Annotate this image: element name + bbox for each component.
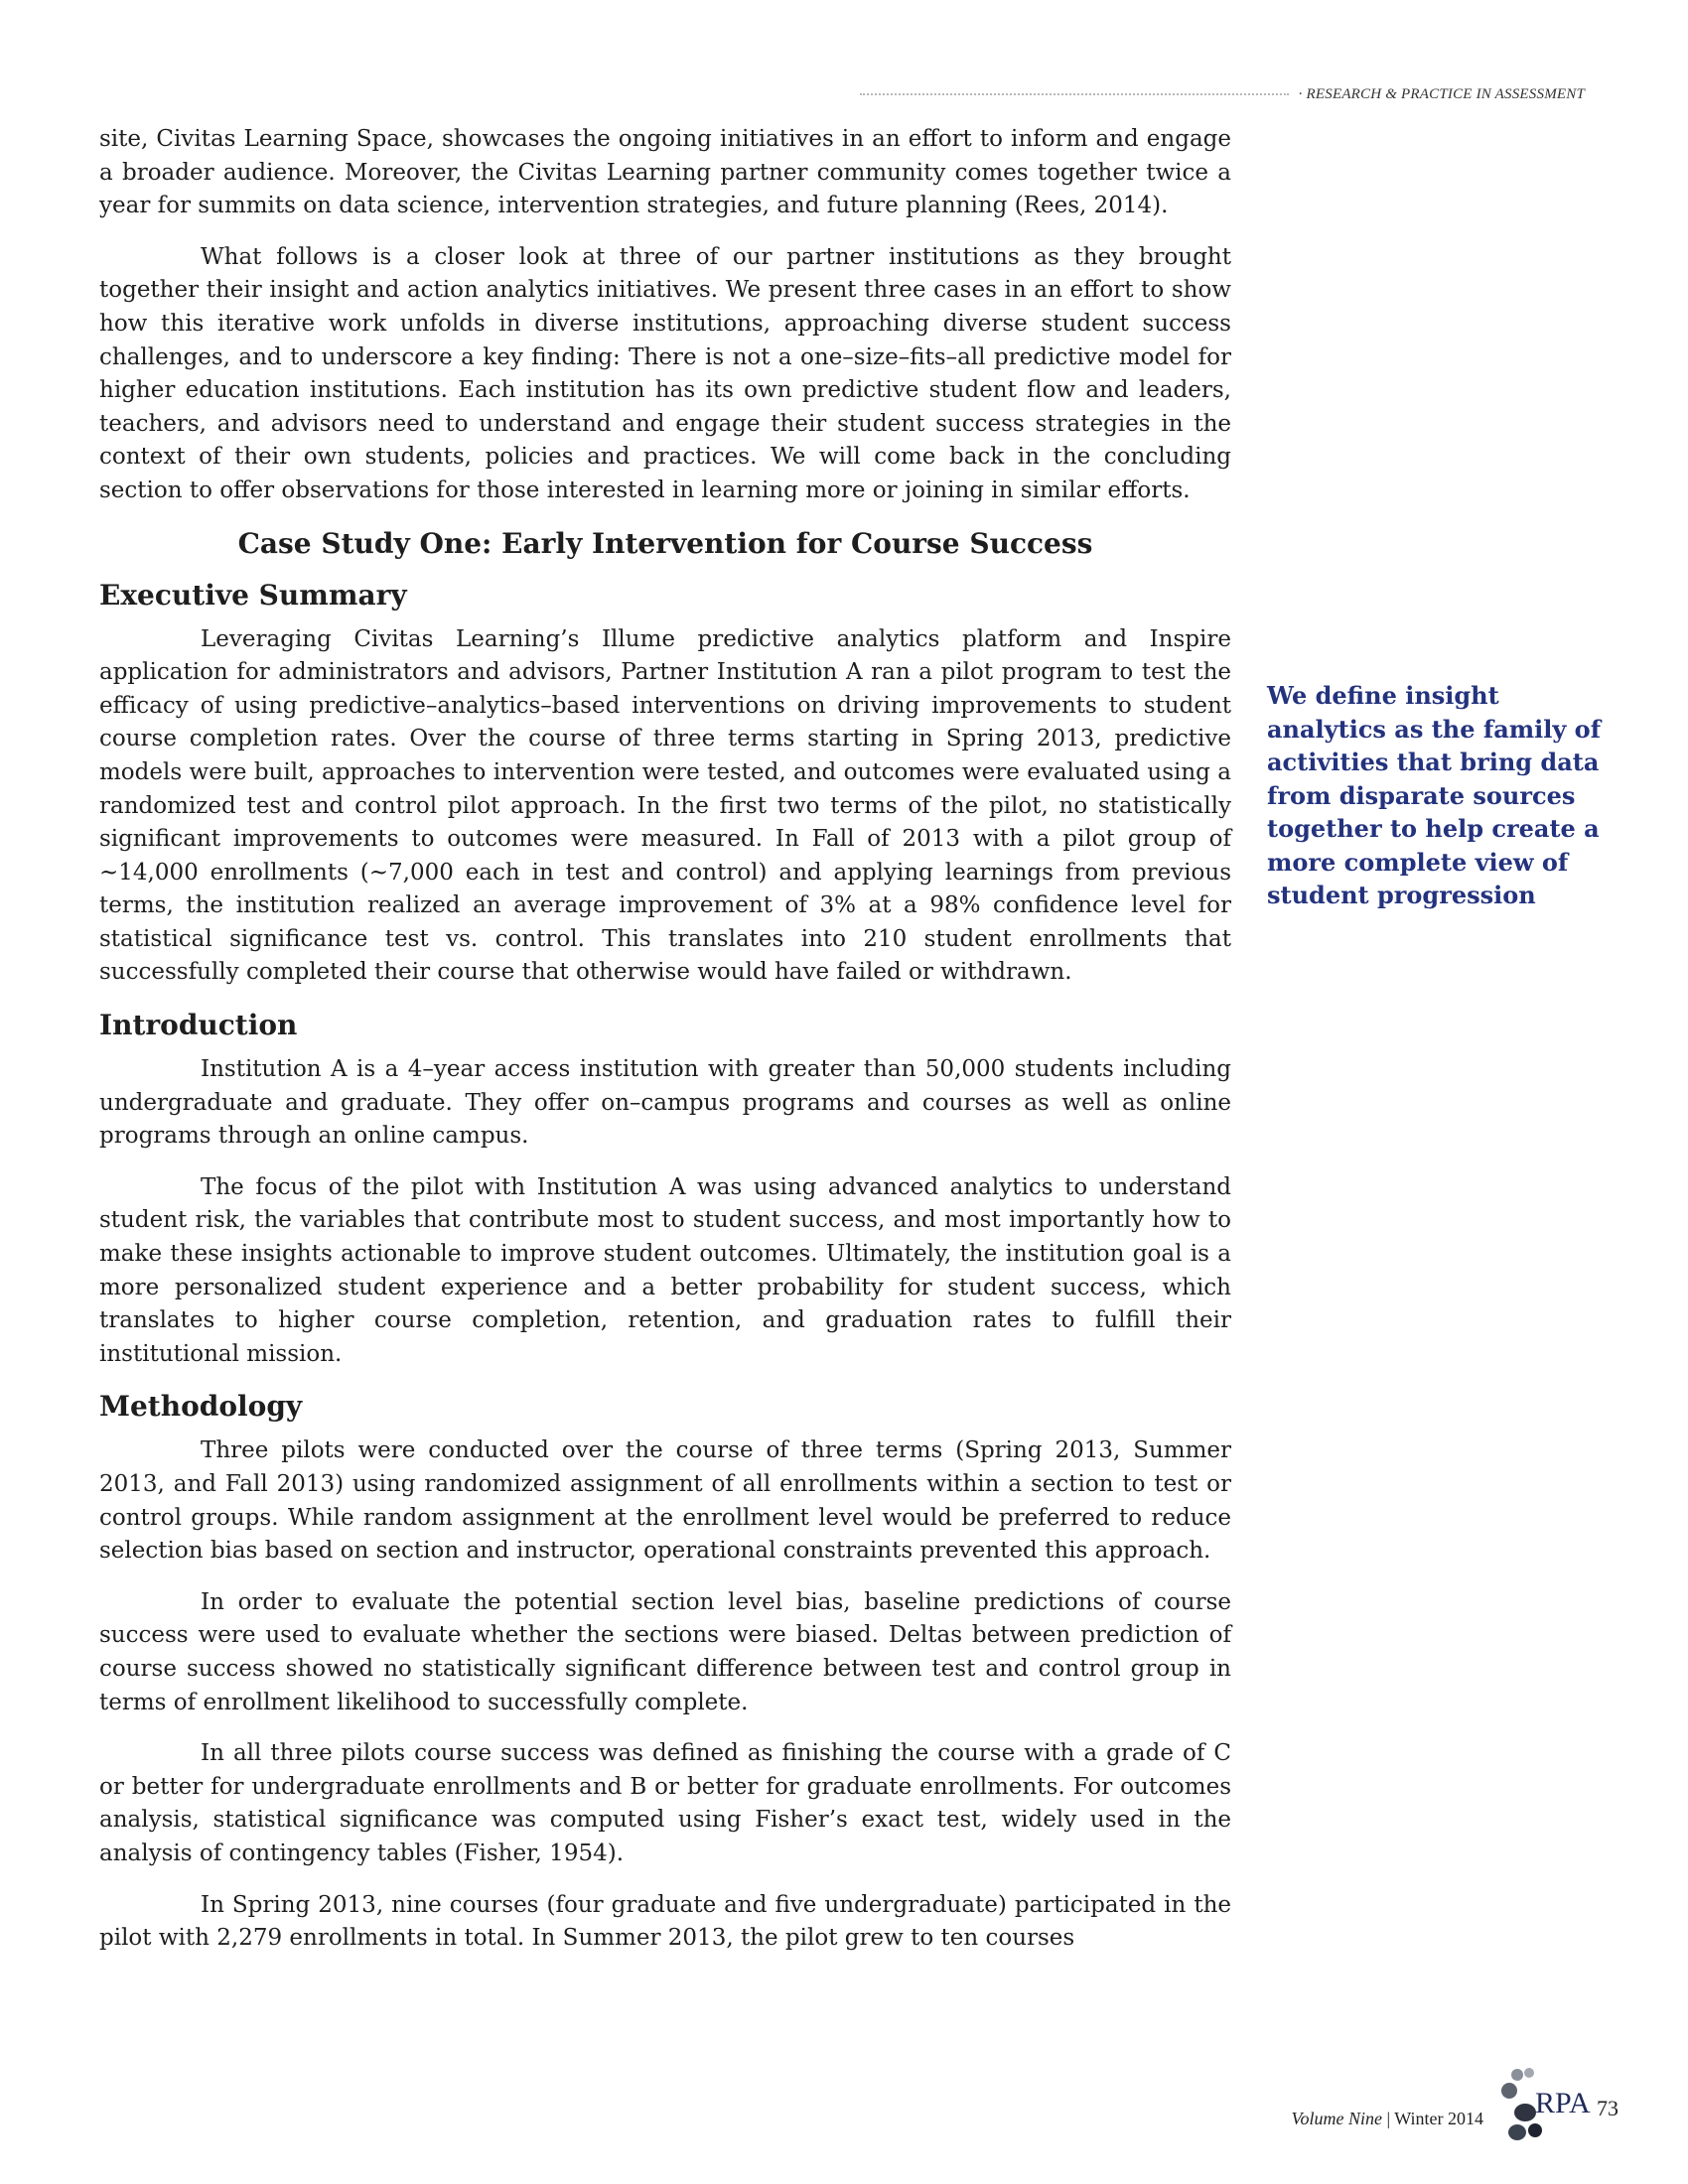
paragraph-methodology-1: Three pilots were conducted over the course of three terms (Spring 2013, Summer 2013, and Fall 2013) using randomized assignment of all enrollments within a section to test or control groups. While random assignment at the enrollment level would be preferred to reduce selection bias based on section and instructor, operational constraints prevented this approach.: [99, 1437, 1231, 1565]
introduction-heading: Introduction: [99, 1009, 298, 1042]
volume-label: Volume Nine: [1291, 2108, 1382, 2128]
journal-title: · RESEARCH & PRACTICE IN ASSESSMENT: [1298, 85, 1585, 102]
methodology-heading: Methodology: [99, 1390, 303, 1424]
paragraph-intro-2: What follows is a closer look at three of our partner institutions as they brought together their insight and action analytics initiatives. We present three cases in an effort to show how this iterative work unfolds in diverse institutions, approaching diverse student success challenges, and to underscore a key finding: There is not a one–size–fits–all predictive model for higher education institutions. Each institution has its own predictive student flow and leaders, teachers, and advisors need to understand and engage their student success strategies in the context of their own students, policies and practices. We will come back in the concluding section to offer observations for those interested in learning more or joining in similar efforts.: [99, 243, 1231, 503]
rpa-logo-icon: [1495, 2065, 1591, 2144]
paragraph-methodology-3: In all three pilots course success was defined as finishing the course with a grade of C or better for undergraduate enrollments and B or better for graduate enrollments. For outcomes analysis, statistical significance was computed using Fisher’s exact test, widely used in the analysis of contingency tables (Fisher, 1954).: [99, 1740, 1231, 1866]
paragraph-executive-summary: Leveraging Civitas Learning’s Illume predictive analytics platform and Inspire application for administrators and advisors, Partner Institution A ran a pilot program to test the efficacy of using predictive–analytics–based interventions on driving improvements to student course completion rates. Over the course of three terms starting in Spring 2013, predictive models were built, approaches to intervention were tested, and outcomes were evaluated using a randomized test and control pilot approach. In the first two terms of the pilot, no statistically significant improvements to outcomes were measured. In Fall of 2013 with a pilot group of ~14,000 enrollments (~7,000 each in test and control) and applying learnings from previous terms, the institution realized an average improvement of 3% at a 98% confidence level for statistical significance test vs. control. This translates into 210 student enrollments that successfully completed their course that otherwise would have failed or withdrawn.: [99, 625, 1231, 986]
paragraph-institution-2: The focus of the pilot with Institution A was using advanced analytics to understand student risk, the variables that contribute most to student success, and most importantly how to make these insights actionable to improve student outcomes. Ultimately, the institution goal is a more personalized student experience and a better probability for student success, which translates to higher course completion, retention, and graduation rates to fulfill their institutional mission.: [99, 1173, 1231, 1367]
issue-label: | Winter 2014: [1381, 2108, 1483, 2128]
case-study-heading: Case Study One: Early Intervention for Course Success: [237, 526, 1093, 560]
page-footer: [1291, 2065, 1618, 2144]
logo-text: RPA: [1535, 2087, 1591, 2119]
paragraph-methodology-4: In Spring 2013, nine courses (four graduate and five undergraduate) participated in the pilot with 2,279 enrollments in total. In Summer 2013, the pilot grew to ten courses: [99, 1891, 1231, 1952]
article-body: [99, 123, 1231, 1974]
paragraph-institution-1: Institution A is a 4–year access institution with greater than 50,000 students including undergraduate and graduate. They offer on–campus programs and courses as well as online programs through an online campus.: [99, 1056, 1231, 1150]
header-dotted-rule: [860, 93, 1289, 95]
executive-summary-heading: Executive Summary: [99, 578, 407, 612]
page-number: 73: [1597, 2096, 1618, 2120]
pull-quote: We define insight analytics as the family of activities that bring data from disparate sources together to help create a more complete view of student progression: [1267, 681, 1602, 909]
volume-info: [1291, 2109, 1483, 2129]
paragraph-intro-1: site, Civitas Learning Space, showcases the ongoing initiatives in an effort to inform and engage a broader audience. Moreover, the Civitas Learning partner community comes together twice a year for summits on data science, intervention strategies, and future planning (Rees, 2014).: [99, 126, 1231, 219]
running-header: [860, 83, 1585, 105]
paragraph-methodology-2: In order to evaluate the potential section level bias, baseline predictions of course success were used to evaluate whether the sections were biased. Deltas between prediction of course success showed no statistically significant difference between test and control group in terms of enrollment likelihood to successfully complete.: [99, 1588, 1231, 1715]
